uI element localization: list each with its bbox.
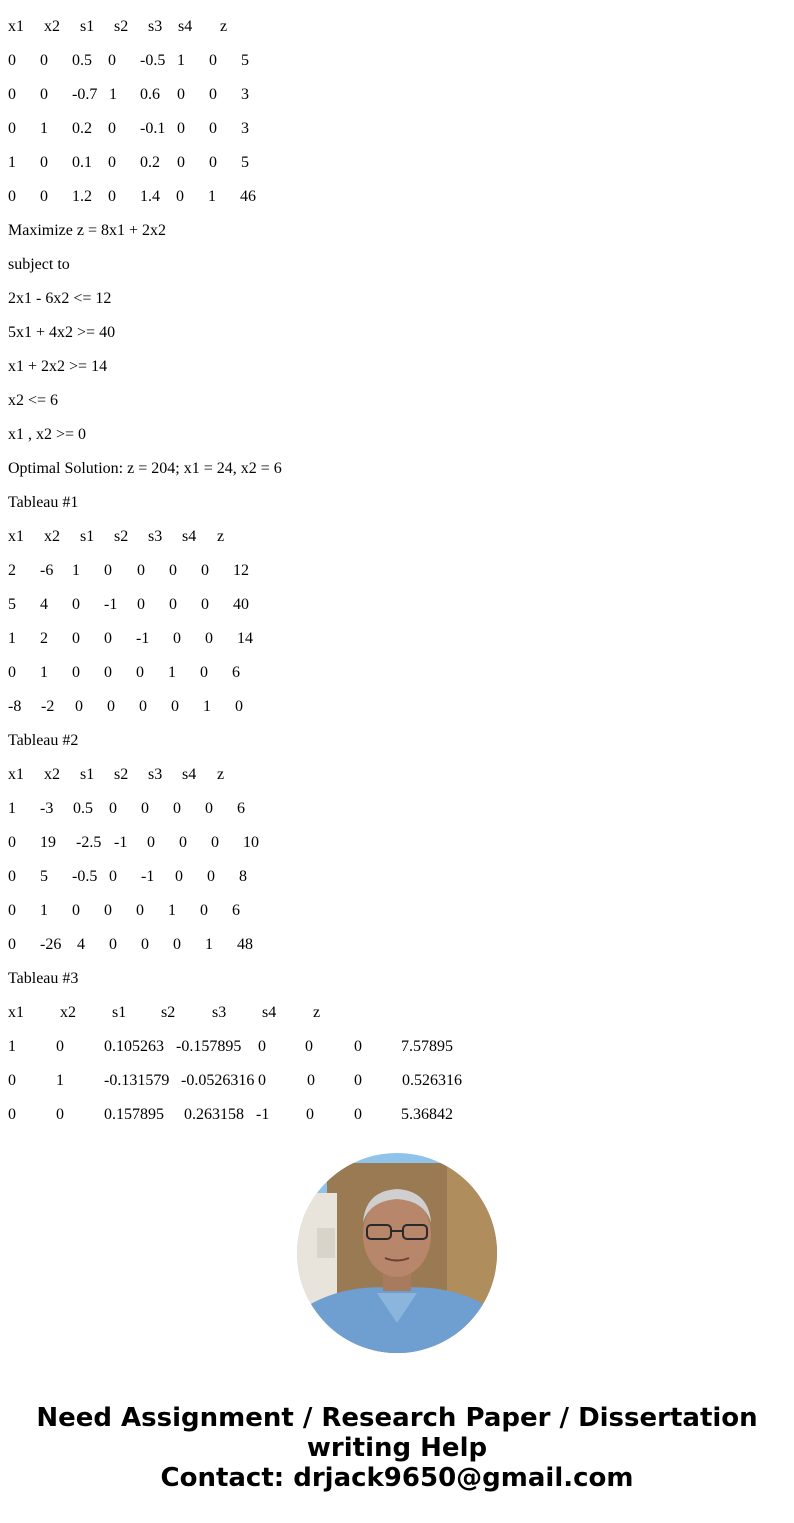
table-row [8, 867, 788, 901]
table-cell: 12 [233, 562, 249, 579]
header-cell: x1 [8, 528, 24, 545]
table-cell: 0 [209, 120, 217, 137]
table-cell: 0 [136, 664, 144, 681]
table-cell: -1 [104, 596, 118, 613]
header-cell: x1 [8, 766, 24, 783]
table-cell: -2.5 [76, 834, 102, 851]
table-cell: 6 [232, 664, 240, 681]
table-cell: 1.2 [72, 188, 92, 205]
header-cell: s4 [182, 766, 197, 783]
table-row [8, 119, 788, 153]
table-cell: 0 [177, 120, 185, 137]
header-cell: x2 [44, 528, 60, 545]
table-cell: 1 [8, 1038, 16, 1055]
table-cell: 0 [354, 1072, 362, 1089]
table-cell: 0 [136, 902, 144, 919]
table-cell: 0 [354, 1106, 362, 1123]
table-cell: 0.2 [72, 120, 92, 137]
table-cell: 0 [8, 188, 16, 205]
table-cell: 0 [107, 698, 115, 715]
header-cell: s1 [80, 18, 95, 35]
table-cell: 5.36842 [401, 1106, 453, 1123]
header-cell: x2 [44, 18, 60, 35]
table-cell: 40 [233, 596, 249, 613]
table-row [8, 561, 788, 595]
table-cell: 0 [72, 596, 80, 613]
tableau2-header [8, 765, 788, 799]
table-cell: 1 [40, 902, 48, 919]
table-cell: -0.0526316 [181, 1072, 255, 1089]
table-cell: -0.157895 [176, 1038, 242, 1055]
table-cell: 0 [169, 596, 177, 613]
table-cell: 46 [240, 188, 256, 205]
table-cell: 0 [177, 154, 185, 171]
table-cell: 0.157895 [104, 1106, 164, 1123]
table-cell: 0 [8, 120, 16, 137]
document-body [8, 17, 788, 1139]
table-cell: 0 [176, 188, 184, 205]
table-cell: 0 [209, 86, 217, 103]
table-cell: 0 [109, 936, 117, 953]
table-cell: 1 [203, 698, 211, 715]
table-cell: 0 [40, 86, 48, 103]
header-cell: z [217, 766, 225, 783]
table-cell: 0.5 [73, 800, 93, 817]
constraint-line: x1 , x2 >= 0 [8, 426, 87, 443]
table-cell: 7.57895 [401, 1038, 453, 1055]
table-cell: 0 [75, 698, 83, 715]
table-cell: 0.6 [140, 86, 160, 103]
table-cell: 10 [243, 834, 259, 851]
tableau-title: Tableau #1 [8, 494, 79, 511]
table-cell: 0 [8, 52, 16, 69]
table-cell: 0.526316 [402, 1072, 462, 1089]
table-cell: 0 [307, 1072, 315, 1089]
tableau-title: Tableau #3 [8, 970, 79, 987]
table-cell: -0.5 [72, 868, 98, 885]
table-cell: 0 [305, 1038, 313, 1055]
table-cell: 0 [109, 800, 117, 817]
table-cell: 0.5 [72, 52, 92, 69]
table-cell: 6 [237, 800, 245, 817]
table-cell: 0.1 [72, 154, 92, 171]
table-cell: 0.105263 [104, 1038, 164, 1055]
table-cell: 0 [207, 868, 215, 885]
table-row [8, 629, 788, 663]
table-cell: 0 [72, 902, 80, 919]
table-cell: 0 [201, 596, 209, 613]
table-cell: 0 [8, 868, 16, 885]
table-cell: 0 [108, 188, 116, 205]
objective-line: Maximize z = 8x1 + 2x2 [8, 222, 167, 239]
contact-banner [0, 1403, 794, 1493]
table-cell: 0 [354, 1038, 362, 1055]
table-cell: 0 [72, 664, 80, 681]
table-cell: 0 [258, 1072, 266, 1089]
table-cell: 1.4 [140, 188, 160, 205]
table-cell: 4 [40, 596, 48, 613]
header-cell: s2 [114, 18, 129, 35]
table-cell: 0 [175, 868, 183, 885]
table-cell: 0 [177, 86, 185, 103]
table-cell: -0.5 [140, 52, 166, 69]
table-cell: -1 [114, 834, 128, 851]
header-cell: s3 [148, 18, 163, 35]
table-cell: 1 [8, 154, 16, 171]
table-cell: -1 [136, 630, 150, 647]
table-cell: 1 [8, 630, 16, 647]
header-cell: s3 [148, 528, 163, 545]
table-row [8, 799, 788, 833]
header-cell: z [220, 18, 228, 35]
subject-to-line: subject to [8, 256, 70, 273]
table-cell: -3 [40, 800, 54, 817]
table-cell: 0 [147, 834, 155, 851]
table-cell: -0.7 [72, 86, 98, 103]
table-cell: 0 [139, 698, 147, 715]
table-cell: 0 [40, 154, 48, 171]
table-cell: 8 [239, 868, 247, 885]
table-cell: -0.131579 [104, 1072, 170, 1089]
table-cell: 0 [109, 868, 117, 885]
table-cell: 0 [209, 154, 217, 171]
table-cell: 1 [72, 562, 80, 579]
table-cell: 1 [8, 800, 16, 817]
tableau-top-header [8, 17, 788, 51]
header-cell: x1 [8, 1004, 24, 1021]
table-cell: 1 [177, 52, 185, 69]
table-cell: 0 [8, 664, 16, 681]
table-row [8, 51, 788, 85]
table-cell: 2 [40, 630, 48, 647]
table-cell: 1 [205, 936, 213, 953]
banner-line-2: writing Help [306, 1433, 488, 1463]
table-cell: 0 [56, 1038, 64, 1055]
table-cell: 1 [56, 1072, 64, 1089]
header-cell: s4 [182, 528, 197, 545]
header-cell: s1 [80, 528, 95, 545]
table-cell: 0 [8, 1106, 16, 1123]
table-row [8, 833, 788, 867]
table-row [8, 697, 788, 731]
table-row [8, 1105, 788, 1139]
table-cell: 0 [108, 120, 116, 137]
header-cell: s3 [148, 766, 163, 783]
table-cell: 3 [241, 120, 249, 137]
table-row [8, 595, 788, 629]
table-cell: 0 [104, 630, 112, 647]
table-cell: 0 [201, 562, 209, 579]
header-cell: x2 [44, 766, 60, 783]
constraint-line: 5x1 + 4x2 >= 40 [8, 324, 116, 341]
table-cell: 0 [40, 188, 48, 205]
header-cell: s2 [114, 766, 129, 783]
table-cell: 4 [77, 936, 85, 953]
table-cell: 0 [169, 562, 177, 579]
table-cell: 0 [173, 800, 181, 817]
table-cell: 0 [235, 698, 243, 715]
table-cell: 0 [72, 630, 80, 647]
table-cell: 5 [40, 868, 48, 885]
table-cell: 0 [173, 936, 181, 953]
table-cell: 0 [108, 52, 116, 69]
table-cell: -1 [256, 1106, 270, 1123]
table-cell: 0 [104, 902, 112, 919]
optimal-solution-line: Optimal Solution: z = 204; x1 = 24, x2 = 6 [8, 460, 282, 477]
table-cell: 19 [40, 834, 56, 851]
portrait-image [297, 1153, 497, 1353]
table-cell: 0 [171, 698, 179, 715]
table-cell: 0 [104, 664, 112, 681]
table-cell: 48 [237, 936, 253, 953]
contact-email: Contact: drjack9650@gmail.com [160, 1463, 634, 1493]
table-row [8, 85, 788, 119]
table-cell: 0 [306, 1106, 314, 1123]
table-row [8, 1071, 788, 1105]
table-cell: -8 [8, 698, 22, 715]
header-cell: x1 [8, 18, 24, 35]
table-cell: -1 [141, 868, 155, 885]
header-cell: x2 [60, 1004, 76, 1021]
header-cell: s2 [114, 528, 129, 545]
table-cell: 0 [209, 52, 217, 69]
table-cell: 0 [56, 1106, 64, 1123]
header-cell: s1 [112, 1004, 127, 1021]
table-cell: 6 [232, 902, 240, 919]
header-cell: s4 [178, 18, 193, 35]
table-cell: 0 [108, 154, 116, 171]
table-row [8, 153, 788, 187]
table-row [8, 1037, 788, 1071]
table-cell: 1 [168, 902, 176, 919]
table-cell: 0 [8, 834, 16, 851]
table-cell: 0 [258, 1038, 266, 1055]
table-cell: 0 [104, 562, 112, 579]
table-cell: 0 [200, 902, 208, 919]
table-cell: 0 [205, 800, 213, 817]
table-cell: 1 [40, 664, 48, 681]
table-cell: 14 [237, 630, 253, 647]
table-cell: 0 [137, 596, 145, 613]
table-row [8, 187, 788, 221]
tableau1-header [8, 527, 788, 561]
table-row [8, 663, 788, 697]
header-cell: s3 [212, 1004, 227, 1021]
table-cell: 0 [179, 834, 187, 851]
table-cell: 5 [8, 596, 16, 613]
table-cell: 5 [241, 52, 249, 69]
header-cell: s2 [161, 1004, 176, 1021]
table-row [8, 935, 788, 969]
table-cell: 0 [141, 936, 149, 953]
table-cell: -26 [40, 936, 62, 953]
table-cell: 0 [141, 800, 149, 817]
table-cell: 1 [168, 664, 176, 681]
table-cell: 0 [137, 562, 145, 579]
banner-line-1: Need Assignment / Research Paper / Dissertation [36, 1403, 758, 1433]
tableau-title: Tableau #2 [8, 732, 79, 749]
table-cell: 0.2 [140, 154, 160, 171]
table-cell: 3 [241, 86, 249, 103]
table-cell: 0 [8, 86, 16, 103]
table-cell: 0 [200, 664, 208, 681]
table-cell: -2 [41, 698, 55, 715]
tableau3-header [8, 1003, 788, 1037]
constraint-line: x1 + 2x2 >= 14 [8, 358, 108, 375]
table-cell: 0 [8, 1072, 16, 1089]
header-cell: z [313, 1004, 321, 1021]
avatar [297, 1153, 497, 1353]
table-cell: 0.263158 [184, 1106, 244, 1123]
constraint-line: x2 <= 6 [8, 392, 59, 409]
constraint-line: 2x1 - 6x2 <= 12 [8, 290, 112, 307]
table-cell: 0 [40, 52, 48, 69]
header-cell: z [217, 528, 225, 545]
header-cell: s1 [80, 766, 95, 783]
table-cell: 0 [173, 630, 181, 647]
table-cell: 0 [8, 902, 16, 919]
table-cell: 0 [8, 936, 16, 953]
table-cell: 0 [205, 630, 213, 647]
table-cell: 1 [208, 188, 216, 205]
table-cell: -0.1 [140, 120, 166, 137]
table-cell: 0 [211, 834, 219, 851]
header-cell: s4 [262, 1004, 277, 1021]
table-row [8, 901, 788, 935]
table-cell: 1 [40, 120, 48, 137]
table-cell: 5 [241, 154, 249, 171]
table-cell: -6 [40, 562, 54, 579]
table-cell: 1 [109, 86, 117, 103]
table-cell: 2 [8, 562, 16, 579]
